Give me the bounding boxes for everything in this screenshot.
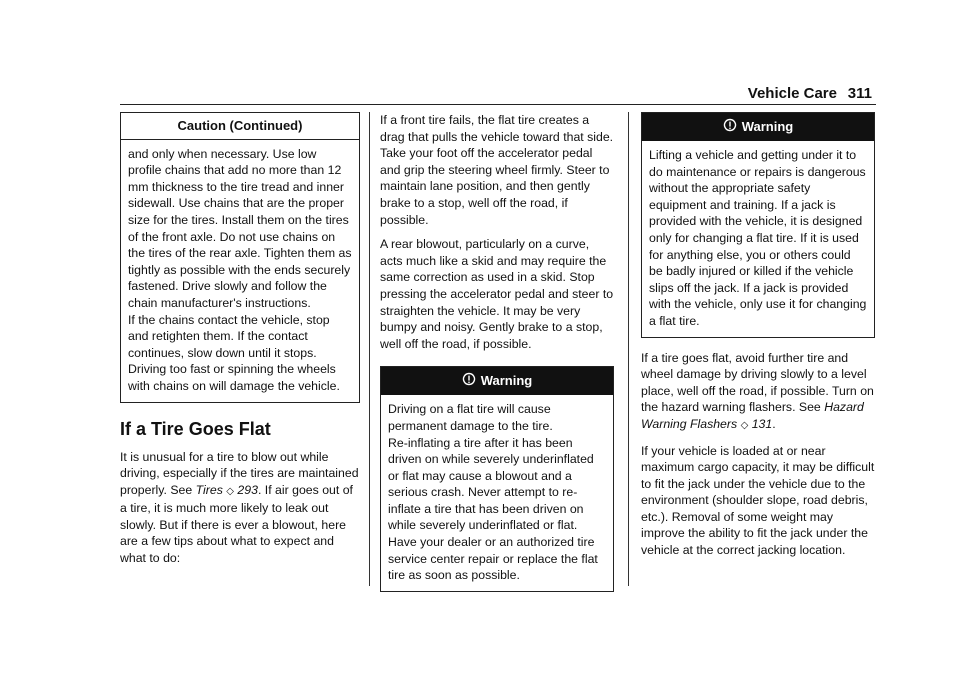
header-rule <box>120 104 876 105</box>
warning-title: Warning <box>741 119 794 134</box>
page-ref-number[interactable]: 131 <box>751 416 773 431</box>
body-paragraph: If your vehicle is loaded at or near maximum cargo capacity, it may be difficult to fit the jack under the vehicle due to the environment (shoulder slope, road debris, etc.). Removal of some weight may improve the ability to fit the jack under the vehicle at the correct jacking location. <box>641 443 875 558</box>
cross-reference-link[interactable]: Hazard Warning Flashers <box>641 400 864 431</box>
section-heading: If a Tire Goes Flat <box>120 418 271 439</box>
caution-text: and only when necessary. Use low profile chains that add no more than 12 mm thickness to the tire tread and inner sidewall. Use chains that are the proper size for the tires. Install them on the tires of the front axle. Do not use chains on the tires of the rear axle. Tighten them as tightly as possible with the ends securely fastened. Drive slowly and follow the chain manufacturer's instructions. <box>128 146 352 310</box>
column-divider <box>369 112 370 586</box>
cross-reference-link[interactable]: Tires <box>195 482 223 497</box>
warning-icon <box>723 114 737 142</box>
warning-icon <box>462 368 476 396</box>
page-ref-arrow-icon: ◇ <box>740 419 749 431</box>
column-middle <box>380 112 614 592</box>
column-divider <box>628 112 629 586</box>
warning-box <box>380 366 614 592</box>
column-left <box>120 112 360 567</box>
warning-text: Driving on a flat tire will cause permanent damage to the tire. <box>388 402 553 433</box>
body-paragraph: A rear blowout, particularly on a curve, acts much like a skid and may require the same correction as used in a skid. Stop pressing the accelerator pedal and steer to straighten the vehicle. It may be very bumpy and noisy. Gently brake to a stop, well off the road, if possible. <box>380 237 614 351</box>
column-right <box>641 112 875 559</box>
warning-text: Re-inflating a tire after it has been driven on while severely underinflated or flat may cause a blowout and a serious crash. Never attempt to re-inflate a tire that has been driven on while severely underinflated or flat. Have your dealer or an authorized tire service center repair or replace the flat tire as soon as possible. <box>388 435 598 583</box>
warning-header <box>642 113 874 141</box>
page-ref-number[interactable]: 293 <box>237 482 258 497</box>
page-ref-arrow-icon: ◇ <box>226 485 234 497</box>
warning-title: Warning <box>480 373 533 389</box>
caution-box <box>120 112 360 403</box>
warning-header <box>381 367 613 395</box>
body-paragraph: It is unusual for a tire to blow out while driving, especially if the tires are maintained properly. See Tires ◇ 293. If air goes out of a tire, it is much more likely to leak out slowly. But if there is ever a blowout, here are a few tips about what to expect and what to do: <box>120 449 359 566</box>
warning-text: Lifting a vehicle and getting under it to do maintenance or repairs is dangerous without the appropriate safety equipment and training. If a jack is provided with the vehicle, it is designed only for changing a flat tire. If it is used for anything else, you or others could be badly injured or killed if the vehicle slips off the jack. If a jack is provided with the vehicle, only use it for changing a flat tire. <box>649 148 867 328</box>
warning-box <box>641 112 875 338</box>
caution-title: Caution (Continued) <box>121 113 359 140</box>
caution-text: If the chains contact the vehicle, stop and retighten them. If the contact continues, slow down until it stops. Driving too fast or spinning the wheels with chains on will damage the vehicle. <box>128 312 340 393</box>
body-paragraph: If a tire goes flat, avoid further tire and wheel damage by driving slowly to a level place, well off the road, if possible. Turn on the hazard warning flashers. See Hazard Warning Flashers ◇ 131. <box>641 350 874 431</box>
section-title: Vehicle Care <box>747 85 837 102</box>
body-paragraph: If a front tire fails, the flat tire creates a drag that pulls the vehicle toward that side. Take your foot off the accelerator pedal and grip the steering wheel firmly. Steer to maintain lane position, and then gently brake to a stop, well off the road, if possible. <box>380 113 614 227</box>
page-number: 311 <box>847 85 872 102</box>
